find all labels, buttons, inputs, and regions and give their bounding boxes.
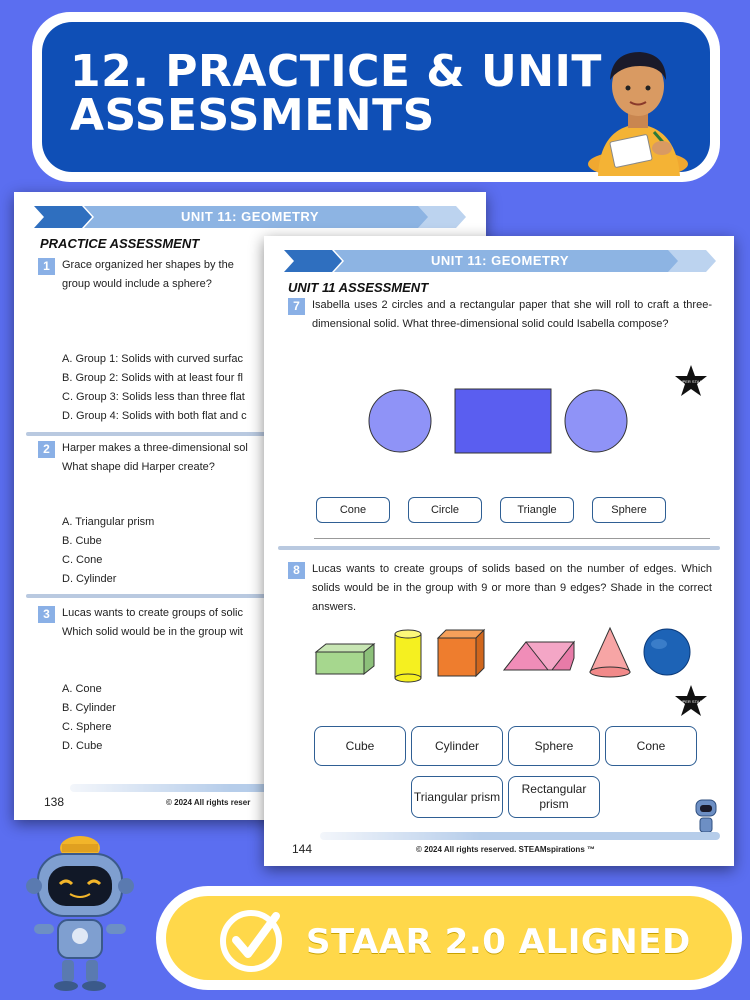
section-title: UNIT 11 ASSESSMENT [288,280,429,295]
question-text: Isabella uses 2 circles and a rectangular paper that she will roll to craft a three-dimensional solid. What three-dimensional solid could Isabella compose? [312,299,712,330]
robot-mascot-icon [20,832,140,992]
unit-banner [284,250,716,272]
cylinder-icon [395,630,421,682]
student-writing-icon [576,36,696,176]
unit-title: UNIT 11: GEOMETRY [430,253,570,268]
answer-box-sphere[interactable]: Sphere [508,726,600,766]
super-staar-star-icon [674,684,708,718]
answer-option[interactable]: C. Group 3: Solids less than three flat [62,391,245,403]
answer-box-cone[interactable]: Cone [316,497,390,523]
cube-icon [438,630,484,676]
aligned-banner [156,886,742,990]
answer-option[interactable]: B. Cube [62,535,102,547]
circle-shape [369,390,431,452]
copyright: © 2024 All rights reser [166,798,251,807]
unit-banner [34,206,466,228]
answer-option[interactable]: B. Cylinder [62,702,116,714]
question-number: 3 [38,606,55,623]
question-number: 2 [38,441,55,458]
circle-shape [565,390,627,452]
answer-box-circle[interactable]: Circle [408,497,482,523]
answer-option[interactable]: D. Group 4: Solids with both flat and c [62,410,247,422]
aligned-banner-inner [166,896,732,980]
page-number: 144 [292,842,313,856]
super-staar-badge: SUPER STAAR [677,699,705,704]
copyright: © 2024 All rights reserved. STEAMspirations ™ [416,845,595,854]
triangular-prism-icon [504,642,574,670]
net-shapes [368,386,630,456]
footer-bar [320,832,720,840]
answer-box-cylinder[interactable]: Cylinder [411,726,503,766]
answer-box-triangle[interactable]: Triangle [500,497,574,523]
super-staar-star-icon [674,364,708,398]
question-number: 7 [288,298,305,315]
answer-box-cube[interactable]: Cube [314,726,406,766]
divider [278,546,720,550]
rectangle-shape [455,389,551,453]
super-staar-badge: SUPER STAAR [677,379,705,384]
question-number: 1 [38,258,55,275]
checkmark-circle-icon [216,904,286,974]
answer-option[interactable]: B. Group 2: Solids with at least four fl [62,372,243,384]
answer-option[interactable]: D. Cylinder [62,573,117,585]
header-banner-inner [42,22,710,172]
section-title: PRACTICE ASSESSMENT [40,236,200,251]
question-text: Harper makes a three-dimensional sol [62,442,248,454]
question-text: Lucas wants to create groups of solic [62,607,243,619]
answer-box-rectangular-prism[interactable]: Rectangular prism [508,776,600,818]
question-text: What shape did Harper create? [62,461,215,473]
answer-option[interactable]: C. Cone [62,554,103,566]
answer-box-triangular-prism[interactable]: Triangular prism [411,776,503,818]
question-text: Lucas wants to create groups of solids based on the number of edges. Which solids would be in the group with 9 or more than 9 edges? Shade in the correct answers. [312,563,712,613]
page-number: 138 [44,795,65,809]
aligned-label: STAAR 2.0 ALIGNED [306,922,691,962]
answer-option[interactable]: D. Cube [62,740,103,752]
cone-icon [590,628,630,677]
solid-shapes [312,626,722,686]
question-text: group would include a sphere? [62,278,212,290]
rectangular-prism-icon [316,644,374,674]
answer-option[interactable]: C. Sphere [62,721,112,733]
answer-box-sphere[interactable]: Sphere [592,497,666,523]
question-text: Which solid would be in the group wit [62,626,243,638]
unit-assessment-page [264,236,734,866]
question-text: Grace organized her shapes by the [62,259,234,271]
unit-title: UNIT 11: GEOMETRY [180,209,320,224]
page-title: 12. PRACTICE & UNIT ASSESSMENTS [70,46,602,141]
header-banner [32,12,720,182]
sphere-icon [644,629,690,675]
question-number: 8 [288,562,305,579]
answer-option[interactable]: A. Triangular prism [62,516,155,528]
answer-option[interactable]: A. Group 1: Solids with curved surfac [62,353,243,365]
divider-line [314,538,710,539]
answer-option[interactable]: A. Cone [62,683,102,695]
answer-box-cone[interactable]: Cone [605,726,697,766]
